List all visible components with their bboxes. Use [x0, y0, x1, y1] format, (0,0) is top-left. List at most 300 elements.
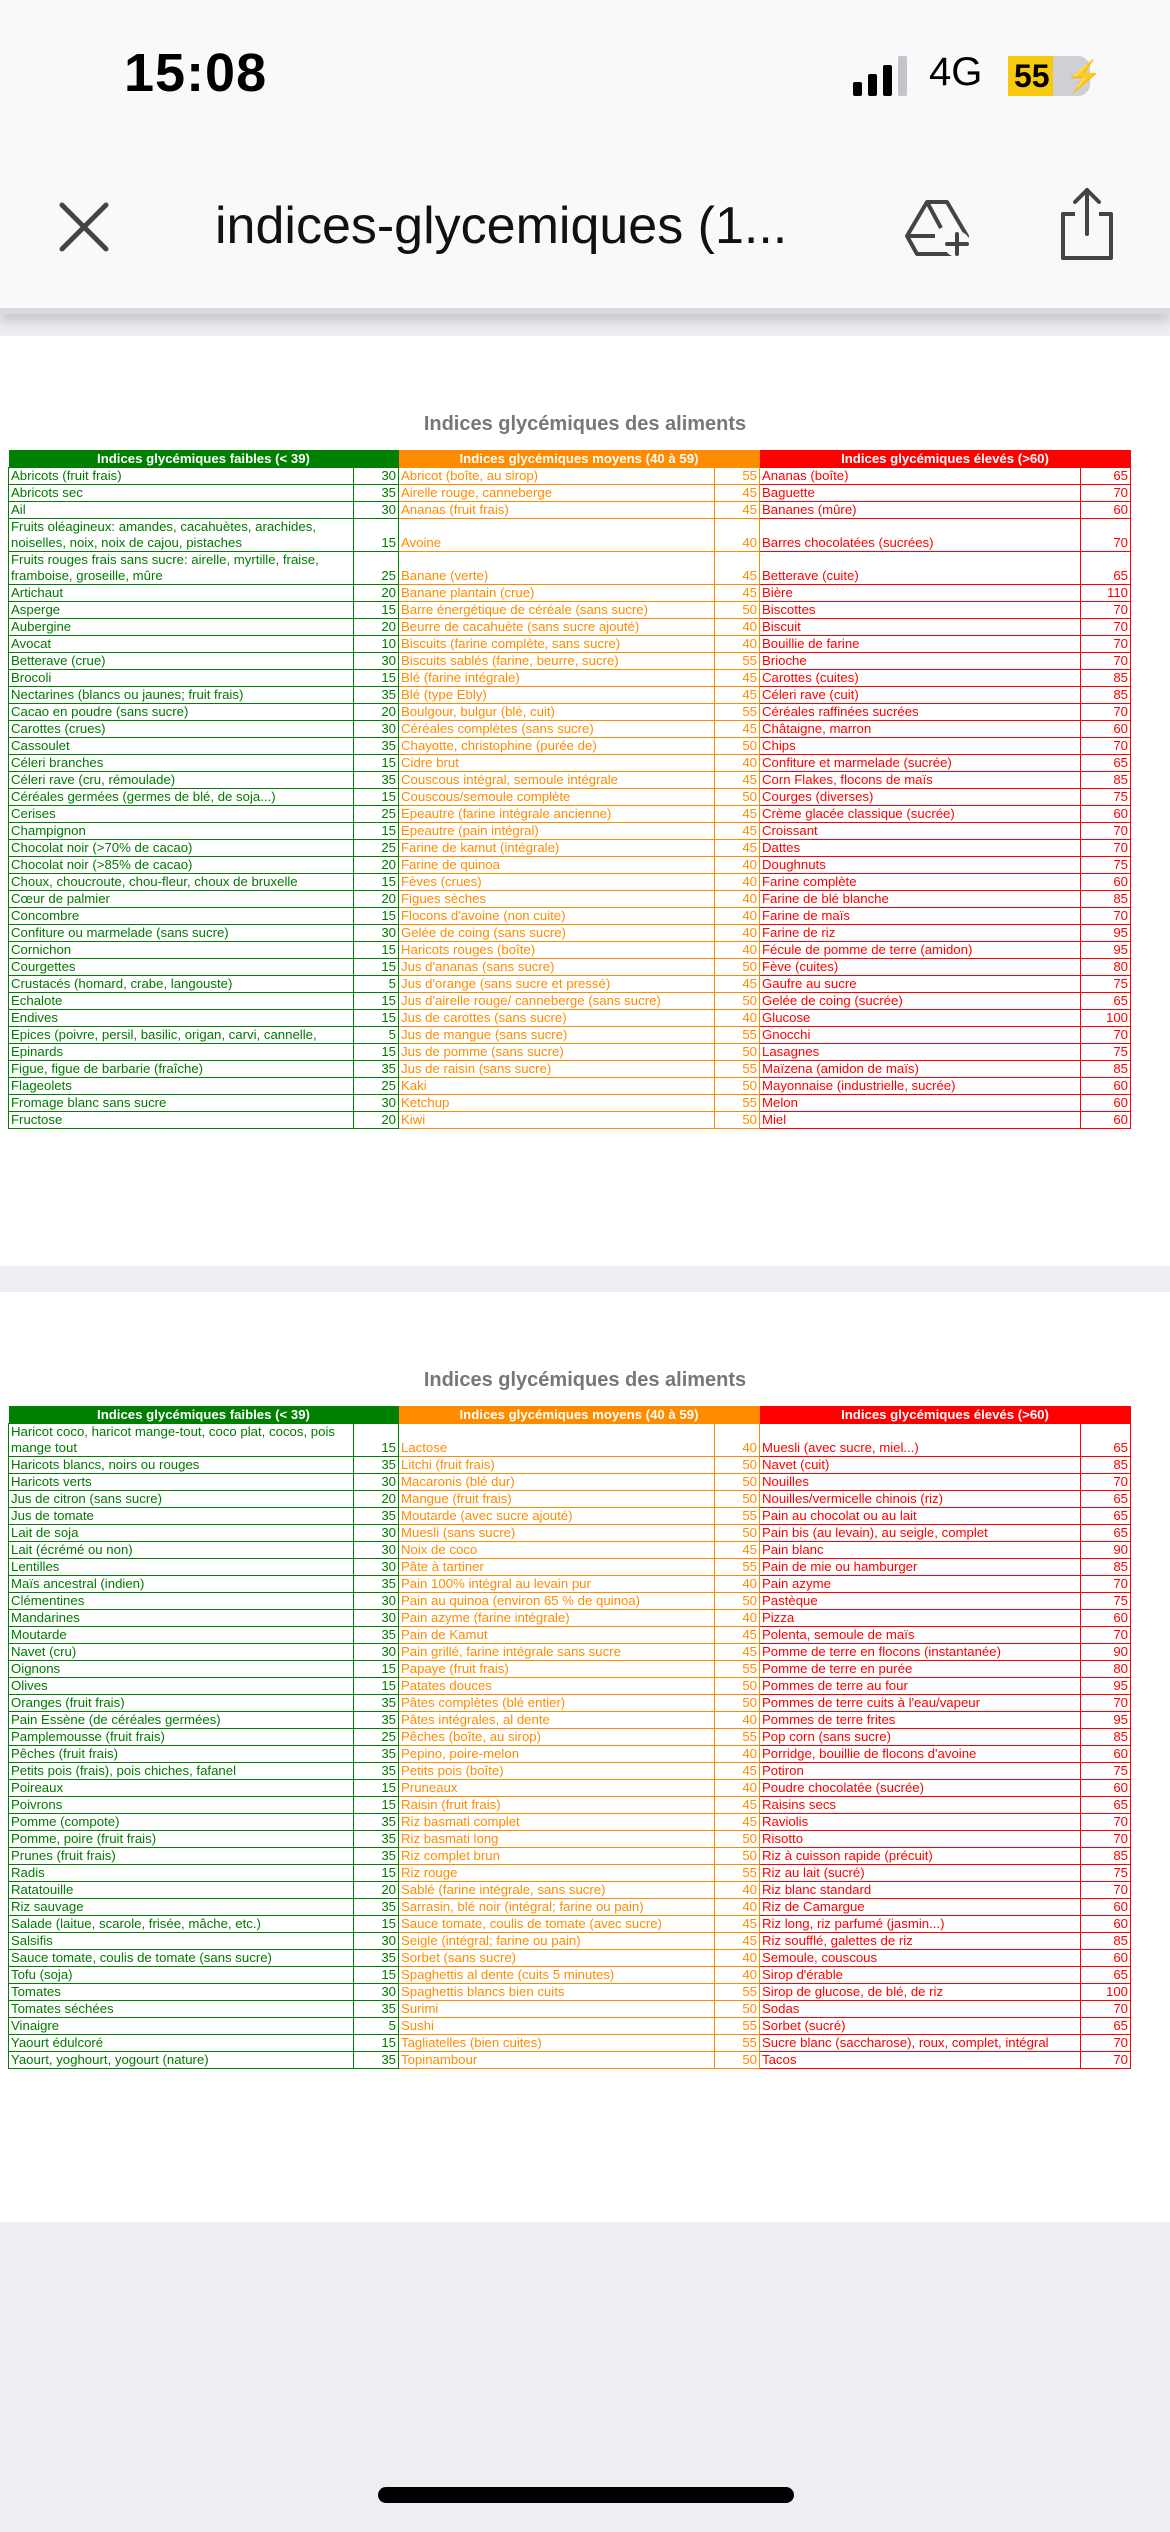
table-row [9, 1865, 1131, 1882]
gi-value-cell: 60 [1081, 1112, 1131, 1129]
table-row [9, 1010, 1131, 1027]
gi-value-cell: 45 [715, 1627, 760, 1644]
gi-value-cell: 40 [715, 1950, 760, 1967]
gi-value-cell: 95 [1081, 925, 1131, 942]
food-name-cell: Semoule, couscous [760, 1950, 1081, 1967]
food-name-cell: Couscous intégral, semoule intégrale [399, 772, 715, 789]
gi-value-cell: 15 [354, 874, 399, 891]
table-row [9, 1831, 1131, 1848]
gi-value-cell: 45 [715, 840, 760, 857]
gi-value-cell: 70 [1081, 738, 1131, 755]
gi-value-cell: 15 [354, 942, 399, 959]
food-name-cell: Haricot coco, haricot mange-tout, coco plat, cocos, pois mange tout [9, 1424, 354, 1457]
table-row [9, 552, 1131, 585]
gi-value-cell: 50 [715, 1695, 760, 1712]
food-name-cell: Topinambour [399, 2052, 715, 2069]
food-name-cell: Pâte à tartiner [399, 1559, 715, 1576]
gi-value-cell: 45 [715, 823, 760, 840]
food-name-cell: Tagliatelles (bien cuites) [399, 2035, 715, 2052]
food-name-cell: Avocat [9, 636, 354, 653]
table-row [9, 1814, 1131, 1831]
food-name-cell: Haricots verts [9, 1474, 354, 1491]
table-row [9, 1474, 1131, 1491]
food-name-cell: Flageolets [9, 1078, 354, 1095]
table-row [9, 1712, 1131, 1729]
table-row [9, 738, 1131, 755]
table-row [9, 1112, 1131, 1129]
food-name-cell: Radis [9, 1865, 354, 1882]
gi-value-cell: 95 [1081, 942, 1131, 959]
food-name-cell: Barres chocolatées (sucrées) [760, 519, 1081, 552]
food-name-cell: Abricots sec [9, 485, 354, 502]
gi-value-cell: 55 [715, 1729, 760, 1746]
table-row [9, 1044, 1131, 1061]
food-name-cell: Litchi (fruit frais) [399, 1457, 715, 1474]
table-row [9, 840, 1131, 857]
food-name-cell: Tomates séchées [9, 2001, 354, 2018]
gi-value-cell: 65 [1081, 1508, 1131, 1525]
table-row [9, 1780, 1131, 1797]
food-name-cell: Riz soufflé, galettes de riz [760, 1933, 1081, 1950]
gi-value-cell: 50 [715, 1848, 760, 1865]
food-name-cell: Nouilles [760, 1474, 1081, 1491]
food-name-cell: Céleri branches [9, 755, 354, 772]
food-name-cell: Kiwi [399, 1112, 715, 1129]
gi-value-cell: 55 [715, 1984, 760, 2001]
gi-value-cell: 25 [354, 840, 399, 857]
gi-value-cell: 35 [354, 1831, 399, 1848]
food-name-cell: Banane plantain (crue) [399, 585, 715, 602]
food-name-cell: Couscous/semoule complète [399, 789, 715, 806]
food-name-cell: Epeautre (pain intégral) [399, 823, 715, 840]
food-name-cell: Haricots rouges (boîte) [399, 942, 715, 959]
food-name-cell: Sirop de glucose, de blé, de riz [760, 1984, 1081, 2001]
gi-value-cell: 60 [1081, 1746, 1131, 1763]
table-row [9, 1457, 1131, 1474]
gi-value-cell: 65 [1081, 2018, 1131, 2035]
food-name-cell: Barre énergétique de céréale (sans sucre) [399, 602, 715, 619]
close-icon[interactable] [52, 195, 116, 259]
add-to-drive-icon[interactable] [905, 196, 973, 260]
gi-value-cell: 70 [1081, 1627, 1131, 1644]
food-name-cell: Pêches (fruit frais) [9, 1746, 354, 1763]
food-name-cell: Maïs ancestral (indien) [9, 1576, 354, 1593]
share-icon[interactable] [1055, 186, 1119, 262]
food-name-cell: Pain azyme (farine intégrale) [399, 1610, 715, 1627]
column-header: Indices glycémiques élevés (>60) [760, 450, 1131, 468]
food-name-cell: Pizza [760, 1610, 1081, 1627]
table-row [9, 857, 1131, 874]
food-name-cell: Melon [760, 1095, 1081, 1112]
food-name-cell: Pain au chocolat ou au lait [760, 1508, 1081, 1525]
gi-value-cell: 60 [1081, 502, 1131, 519]
battery-icon [1008, 56, 1103, 96]
gi-value-cell: 70 [1081, 1882, 1131, 1899]
food-name-cell: Ananas (fruit frais) [399, 502, 715, 519]
gi-value-cell: 30 [354, 653, 399, 670]
gi-value-cell: 55 [715, 1661, 760, 1678]
food-name-cell: Farine de blé blanche [760, 891, 1081, 908]
gi-value-cell: 25 [354, 1729, 399, 1746]
food-name-cell: Cidre brut [399, 755, 715, 772]
food-name-cell: Sushi [399, 2018, 715, 2035]
food-name-cell: Aubergine [9, 619, 354, 636]
food-name-cell: Lentilles [9, 1559, 354, 1576]
food-name-cell: Sucre blanc (saccharose), roux, complet, intégral [760, 2035, 1081, 2052]
gi-value-cell: 20 [354, 857, 399, 874]
table-row [9, 1797, 1131, 1814]
food-name-cell: Sauce tomate, coulis de tomate (sans sucre) [9, 1950, 354, 1967]
food-name-cell: Farine de maïs [760, 908, 1081, 925]
table-row [9, 976, 1131, 993]
gi-value-cell: 30 [354, 468, 399, 485]
gi-value-cell: 30 [354, 1474, 399, 1491]
gi-value-cell: 45 [715, 552, 760, 585]
gi-value-cell: 40 [715, 1610, 760, 1627]
gi-value-cell: 45 [715, 1916, 760, 1933]
food-name-cell: Céleri rave (cuit) [760, 687, 1081, 704]
food-name-cell: Pruneaux [399, 1780, 715, 1797]
food-name-cell: Crustacés (homard, crabe, langouste) [9, 976, 354, 993]
table-row [9, 1882, 1131, 1899]
gi-value-cell: 85 [1081, 1848, 1131, 1865]
gi-value-cell: 15 [354, 670, 399, 687]
gi-value-cell: 35 [354, 1950, 399, 1967]
gi-value-cell: 35 [354, 2052, 399, 2069]
food-name-cell: Noix de coco [399, 1542, 715, 1559]
gi-value-cell: 5 [354, 2018, 399, 2035]
glycemic-index-table [8, 450, 1131, 1129]
gi-value-cell: 55 [715, 1027, 760, 1044]
food-name-cell: Betterave (cuite) [760, 552, 1081, 585]
charging-bolt-icon: ⚡ [1065, 60, 1103, 93]
food-name-cell: Chocolat noir (>70% de cacao) [9, 840, 354, 857]
gi-value-cell: 25 [354, 552, 399, 585]
gi-value-cell: 30 [354, 1542, 399, 1559]
food-name-cell: Nouilles/vermicelle chinois (riz) [760, 1491, 1081, 1508]
food-name-cell: Sodas [760, 2001, 1081, 2018]
table-row [9, 1848, 1131, 1865]
gi-value-cell: 70 [1081, 1814, 1131, 1831]
gi-value-cell: 20 [354, 585, 399, 602]
gi-value-cell: 15 [354, 1678, 399, 1695]
food-name-cell: Riz rouge [399, 1865, 715, 1882]
table-row [9, 2035, 1131, 2052]
food-name-cell: Biscuit [760, 619, 1081, 636]
gi-value-cell: 70 [1081, 840, 1131, 857]
gi-value-cell: 55 [715, 704, 760, 721]
gi-value-cell: 40 [715, 755, 760, 772]
gi-value-cell: 35 [354, 1627, 399, 1644]
gi-value-cell: 20 [354, 1491, 399, 1508]
food-name-cell: Epices (poivre, persil, basilic, origan, carvi, cannelle, [9, 1027, 354, 1044]
food-name-cell: Salade (laitue, scarole, frisée, mâche, etc.) [9, 1916, 354, 1933]
gi-value-cell: 60 [1081, 721, 1131, 738]
food-name-cell: Pepino, poire-melon [399, 1746, 715, 1763]
food-name-cell: Gnocchi [760, 1027, 1081, 1044]
gi-value-cell: 15 [354, 959, 399, 976]
food-name-cell: Chocolat noir (>85% de cacao) [9, 857, 354, 874]
gi-value-cell: 65 [1081, 1525, 1131, 1542]
gi-value-cell: 15 [354, 2035, 399, 2052]
table-row [9, 653, 1131, 670]
gi-value-cell: 60 [1081, 1078, 1131, 1095]
gi-value-cell: 50 [715, 1525, 760, 1542]
gi-value-cell: 35 [354, 1457, 399, 1474]
gi-value-cell: 45 [715, 485, 760, 502]
food-name-cell: Echalote [9, 993, 354, 1010]
food-name-cell: Gelée de coing (sans sucre) [399, 925, 715, 942]
gi-value-cell: 35 [354, 1899, 399, 1916]
food-name-cell: Surimi [399, 2001, 715, 2018]
gi-value-cell: 55 [715, 1095, 760, 1112]
table-row [9, 959, 1131, 976]
table-row [9, 670, 1131, 687]
food-name-cell: Pâtes intégrales, al dente [399, 1712, 715, 1729]
gi-value-cell: 35 [354, 687, 399, 704]
gi-value-cell: 85 [1081, 1457, 1131, 1474]
gi-value-cell: 15 [354, 789, 399, 806]
table-row [9, 1061, 1131, 1078]
food-name-cell: Lactose [399, 1424, 715, 1457]
gi-value-cell: 40 [715, 1967, 760, 1984]
gi-value-cell: 70 [1081, 908, 1131, 925]
gi-value-cell: 40 [715, 925, 760, 942]
food-name-cell: Mangue (fruit frais) [399, 1491, 715, 1508]
gi-value-cell: 50 [715, 1593, 760, 1610]
gi-value-cell: 70 [1081, 2035, 1131, 2052]
food-name-cell: Miel [760, 1112, 1081, 1129]
food-name-cell: Riz complet brun [399, 1848, 715, 1865]
food-name-cell: Moutarde [9, 1627, 354, 1644]
gi-value-cell: 15 [354, 1916, 399, 1933]
food-name-cell: Corn Flakes, flocons de maïs [760, 772, 1081, 789]
gi-value-cell: 35 [354, 1763, 399, 1780]
gi-value-cell: 55 [715, 1061, 760, 1078]
food-name-cell: Banane (verte) [399, 552, 715, 585]
food-name-cell: Riz sauvage [9, 1899, 354, 1916]
food-name-cell: Riz long, riz parfumé (jasmin...) [760, 1916, 1081, 1933]
table-row [9, 1627, 1131, 1644]
gi-value-cell: 45 [715, 1542, 760, 1559]
food-name-cell: Pain de mie ou hamburger [760, 1559, 1081, 1576]
food-name-cell: Pain au quinoa (environ 65 % de quinoa) [399, 1593, 715, 1610]
gi-value-cell: 50 [715, 789, 760, 806]
gi-value-cell: 35 [354, 1695, 399, 1712]
table-row [9, 1661, 1131, 1678]
gi-value-cell: 45 [715, 502, 760, 519]
food-name-cell: Pomme de terre en purée [760, 1661, 1081, 1678]
gi-value-cell: 50 [715, 1474, 760, 1491]
food-name-cell: Tofu (soja) [9, 1967, 354, 1984]
gi-value-cell: 60 [1081, 1899, 1131, 1916]
table-row [9, 619, 1131, 636]
table-row [9, 585, 1131, 602]
gi-value-cell: 20 [354, 1112, 399, 1129]
food-name-cell: Pop corn (sans sucre) [760, 1729, 1081, 1746]
gi-value-cell: 70 [1081, 823, 1131, 840]
gi-value-cell: 70 [1081, 1027, 1131, 1044]
food-name-cell: Petits pois (frais), pois chiches, fafanel [9, 1763, 354, 1780]
gi-value-cell: 15 [354, 908, 399, 925]
food-name-cell: Sirop d'érable [760, 1967, 1081, 1984]
table-row [9, 1984, 1131, 2001]
food-name-cell: Céleri rave (cru, rémoulade) [9, 772, 354, 789]
food-name-cell: Figue, figue de barbarie (fraîche) [9, 1061, 354, 1078]
gi-value-cell: 65 [1081, 1491, 1131, 1508]
food-name-cell: Cerises [9, 806, 354, 823]
gi-value-cell: 35 [354, 1712, 399, 1729]
food-name-cell: Jus d'orange (sans sucre et pressé) [399, 976, 715, 993]
table-row [9, 636, 1131, 653]
table-row [9, 1525, 1131, 1542]
food-name-cell: Sarrasin, blé noir (intégral; farine ou pain) [399, 1899, 715, 1916]
table-row [9, 1678, 1131, 1695]
food-name-cell: Jus de raisin (sans sucre) [399, 1061, 715, 1078]
food-name-cell: Pamplemousse (fruit frais) [9, 1729, 354, 1746]
table-row [9, 687, 1131, 704]
food-name-cell: Champignon [9, 823, 354, 840]
table-row [9, 1559, 1131, 1576]
gi-value-cell: 45 [715, 1814, 760, 1831]
gi-value-cell: 35 [354, 1576, 399, 1593]
food-name-cell: Oranges (fruit frais) [9, 1695, 354, 1712]
gi-value-cell: 35 [354, 738, 399, 755]
gi-value-cell: 70 [1081, 1474, 1131, 1491]
food-name-cell: Pain azyme [760, 1576, 1081, 1593]
gi-value-cell: 85 [1081, 1061, 1131, 1078]
food-name-cell: Porridge, bouillie de flocons d'avoine [760, 1746, 1081, 1763]
gi-value-cell: 40 [715, 1882, 760, 1899]
food-name-cell: Jus de pomme (sans sucre) [399, 1044, 715, 1061]
gi-value-cell: 45 [715, 1933, 760, 1950]
gi-value-cell: 15 [354, 1044, 399, 1061]
table-row [9, 1542, 1131, 1559]
gi-value-cell: 55 [715, 653, 760, 670]
gi-value-cell: 55 [715, 2018, 760, 2035]
gi-value-cell: 40 [715, 1424, 760, 1457]
food-name-cell: Kaki [399, 1078, 715, 1095]
gi-value-cell: 85 [1081, 772, 1131, 789]
gi-value-cell: 40 [715, 1780, 760, 1797]
gi-value-cell: 55 [715, 1559, 760, 1576]
column-header: Indices glycémiques faibles (< 39) [9, 450, 399, 468]
gi-value-cell: 65 [1081, 1424, 1131, 1457]
food-name-cell: Crème glacée classique (sucrée) [760, 806, 1081, 823]
food-name-cell: Muesli (sans sucre) [399, 1525, 715, 1542]
gi-value-cell: 25 [354, 1078, 399, 1095]
table-row [9, 891, 1131, 908]
food-name-cell: Pomme de terre en flocons (instantanée) [760, 1644, 1081, 1661]
gi-value-cell: 70 [1081, 485, 1131, 502]
page-title: Indices glycémiques des aliments [423, 413, 747, 435]
food-name-cell: Polenta, semoule de maïs [760, 1627, 1081, 1644]
food-name-cell: Cassoulet [9, 738, 354, 755]
food-name-cell: Céréales raffinées sucrées [760, 704, 1081, 721]
food-name-cell: Bouillie de farine [760, 636, 1081, 653]
food-name-cell: Pain blanc [760, 1542, 1081, 1559]
table-row [9, 485, 1131, 502]
gi-value-cell: 45 [715, 1763, 760, 1780]
food-name-cell: Moutarde (avec sucre ajouté) [399, 1508, 715, 1525]
food-name-cell: Raisin (fruit frais) [399, 1797, 715, 1814]
food-name-cell: Fruits oléagineux: amandes, cacahuètes, arachides, noiselles, noix, noix de cajou, pistaches [9, 519, 354, 552]
food-name-cell: Pommes de terre frites [760, 1712, 1081, 1729]
gi-value-cell: 50 [715, 2052, 760, 2069]
food-name-cell: Spaghettis blancs bien cuits [399, 1984, 715, 2001]
food-name-cell: Fève (cuites) [760, 959, 1081, 976]
gi-value-cell: 50 [715, 959, 760, 976]
table-row [9, 874, 1131, 891]
food-name-cell: Croissant [760, 823, 1081, 840]
food-name-cell: Châtaigne, marron [760, 721, 1081, 738]
gi-value-cell: 45 [715, 1644, 760, 1661]
gi-value-cell: 80 [1081, 1661, 1131, 1678]
food-name-cell: Maïzena (amidon de maïs) [760, 1061, 1081, 1078]
food-name-cell: Abricot (boîte, au sirop) [399, 468, 715, 485]
food-name-cell: Muesli (avec sucre, miel...) [760, 1424, 1081, 1457]
gi-value-cell: 50 [715, 2001, 760, 2018]
food-name-cell: Airelle rouge, canneberge [399, 485, 715, 502]
gi-value-cell: 45 [715, 1797, 760, 1814]
table-row [9, 823, 1131, 840]
gi-value-cell: 40 [715, 519, 760, 552]
gi-value-cell: 95 [1081, 1678, 1131, 1695]
table-row [9, 908, 1131, 925]
gi-value-cell: 100 [1081, 1010, 1131, 1027]
food-name-cell: Carottes (cuites) [760, 670, 1081, 687]
glycemic-index-table [8, 1406, 1131, 2069]
food-name-cell: Lait (écrémé ou non) [9, 1542, 354, 1559]
table-row [9, 925, 1131, 942]
gi-value-cell: 110 [1081, 585, 1131, 602]
gi-value-cell: 65 [1081, 1967, 1131, 1984]
table-row [9, 2001, 1131, 2018]
food-name-cell: Epeautre (farine intégrale ancienne) [399, 806, 715, 823]
food-name-cell: Blé (farine intégrale) [399, 670, 715, 687]
food-name-cell: Céréales complètes (sans sucre) [399, 721, 715, 738]
gi-value-cell: 40 [715, 619, 760, 636]
gi-value-cell: 75 [1081, 976, 1131, 993]
gi-value-cell: 30 [354, 1933, 399, 1950]
gi-value-cell: 85 [1081, 1729, 1131, 1746]
viewer-toolbar [0, 150, 1170, 314]
food-name-cell: Riz blanc standard [760, 1882, 1081, 1899]
gi-value-cell: 40 [715, 1010, 760, 1027]
pdf-page-1 [0, 336, 1170, 1266]
table-row [9, 1610, 1131, 1627]
table-row [9, 721, 1131, 738]
gi-value-cell: 85 [1081, 891, 1131, 908]
food-name-cell: Farine de kamut (intégrale) [399, 840, 715, 857]
gi-value-cell: 100 [1081, 1984, 1131, 2001]
gi-value-cell: 20 [354, 1882, 399, 1899]
food-name-cell: Farine de riz [760, 925, 1081, 942]
food-name-cell: Seigle (intégral; farine ou pain) [399, 1933, 715, 1950]
food-name-cell: Artichaut [9, 585, 354, 602]
table-row [9, 1746, 1131, 1763]
gi-value-cell: 40 [715, 1712, 760, 1729]
food-name-cell: Brocoli [9, 670, 354, 687]
table-row [9, 1644, 1131, 1661]
gi-value-cell: 50 [715, 1457, 760, 1474]
gi-value-cell: 75 [1081, 789, 1131, 806]
food-name-cell: Pain Essène (de céréales germées) [9, 1712, 354, 1729]
food-name-cell: Vinaigre [9, 2018, 354, 2035]
gi-value-cell: 35 [354, 1848, 399, 1865]
table-row [9, 1424, 1131, 1457]
gi-value-cell: 30 [354, 1559, 399, 1576]
